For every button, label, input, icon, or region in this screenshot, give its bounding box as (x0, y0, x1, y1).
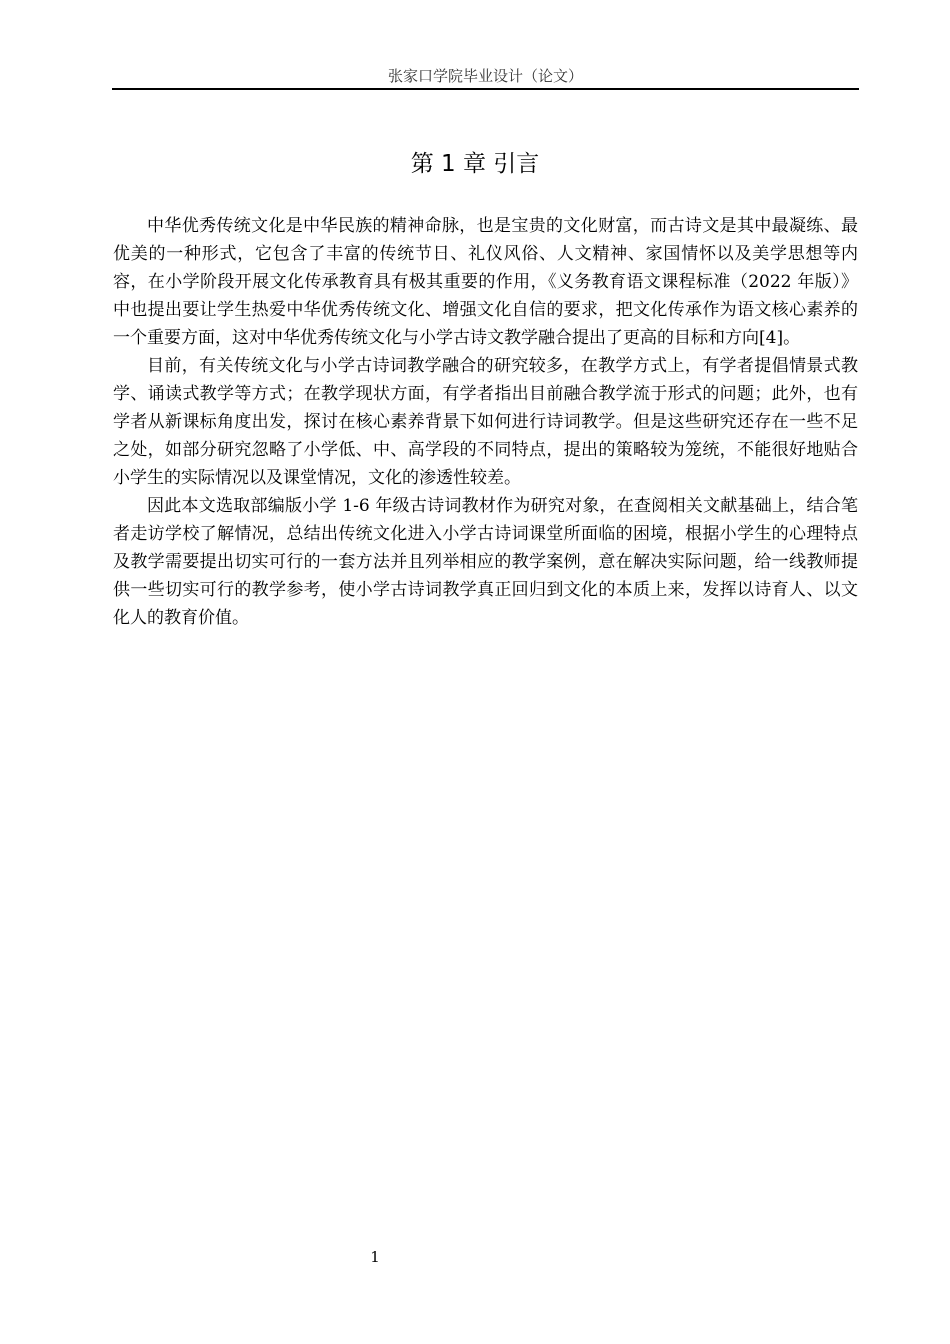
page-header (112, 66, 859, 90)
page-number: 1 (370, 1248, 380, 1266)
paragraph: 中华优秀传统文化是中华民族的精神命脉，也是宝贵的文化财富，而古诗文是其中最凝练、最优美的一种形式，它包含了丰富的传统节日、礼仪风俗、人文精神、家国情怀以及美学思想等内容，在小学阶段开展文化传承教育具有极其重要的作用，《义务教育语文课程标准（2022 年版）》中也提出要让学生热爱中华优秀传统文化、增强文化自信的要求，把文化传承作为语文核心素养的一个重要方面，这对中华优秀传统文化与小学古诗文教学融合提出了更高的目标和方向[4]。 (113, 216, 858, 348)
chapter-title: 第 1 章 引言 (410, 151, 540, 177)
paragraph: 因此本文选取部编版小学 1-6 年级古诗词教材作为研究对象，在查阅相关文献基础上，结合笔者走访学校了解情况，总结出传统文化进入小学古诗词课堂所面临的困境，根据小学生的心理特点及教学需要提出切实可行的一套方法并且列举相应的教学案例，意在解决实际问题，给一线教师提供一些切实可行的教学参考，使小学古诗词教学真正回归到文化的本质上来，发挥以诗育人、以文化人的教育价值。 (113, 496, 858, 628)
header-title: 张家口学院毕业设计（论文） (387, 67, 583, 85)
body-text (113, 212, 858, 632)
paragraph: 目前，有关传统文化与小学古诗词教学融合的研究较多，在教学方式上，有学者提倡情景式教学、诵读式教学等方式；在教学现状方面，有学者指出目前融合教学流于形式的问题；此外，也有学者从新课标角度出发，探讨在核心素养背景下如何进行诗词教学。但是这些研究还存在一些不足之处，如部分研究忽略了小学低、中、高学段的不同特点，提出的策略较为笼统，不能很好地贴合小学生的实际情况以及课堂情况，文化的渗透性较差。 (113, 356, 858, 488)
